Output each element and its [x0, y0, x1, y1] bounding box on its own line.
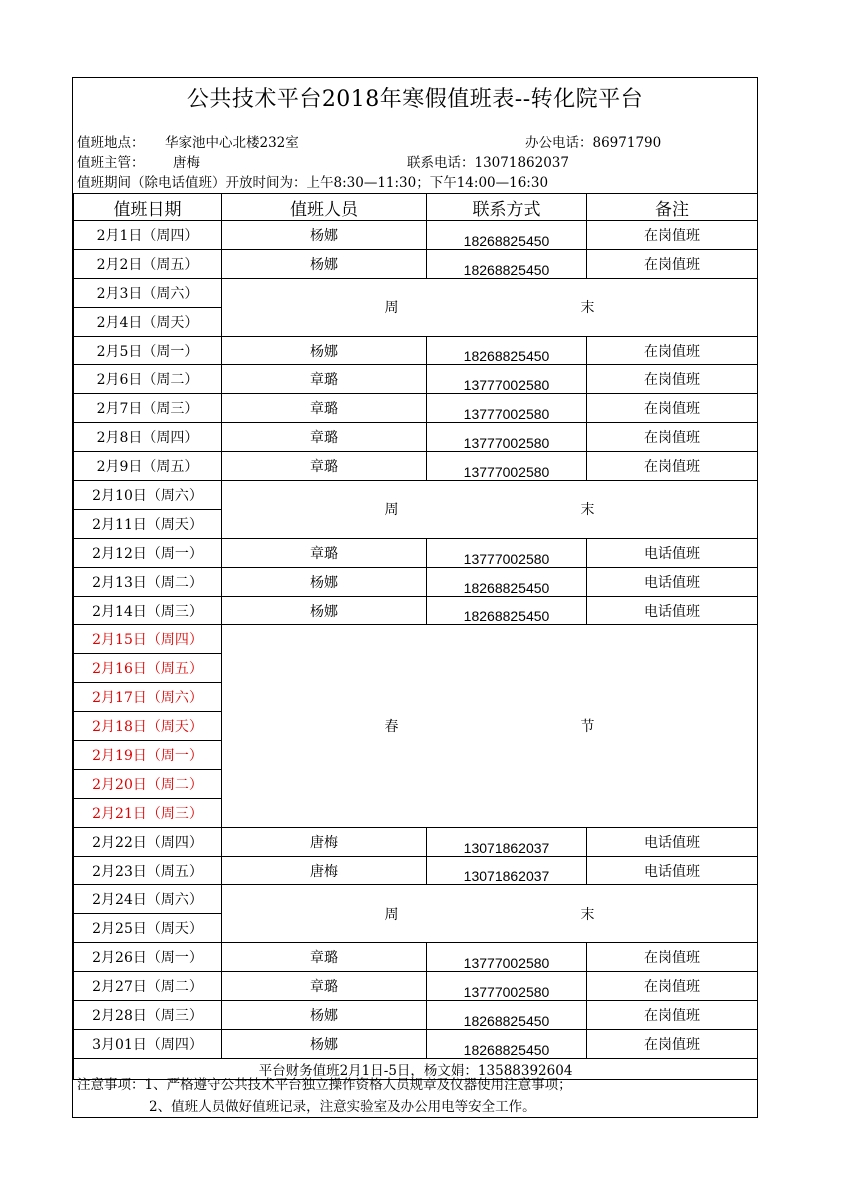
date-cell: 2月22日（周四） [74, 827, 222, 856]
date-cell: 2月3日（周六） [74, 278, 222, 307]
phone-cell: 18268825450 [427, 336, 587, 365]
holiday-date-cell: 2月15日（周四） [74, 625, 222, 654]
finance-note: 平台财务值班2月1日-5日，杨文娟：13588392604 [74, 1058, 758, 1079]
header-date: 值班日期 [74, 194, 222, 221]
date-cell: 3月01日（周四） [74, 1029, 222, 1058]
person-cell: 唐梅 [222, 856, 427, 885]
spring-char-1: 春 [384, 719, 399, 736]
table-row [74, 827, 758, 856]
phone-cell: 13777002580 [427, 538, 587, 567]
weekend-merged-cell [222, 481, 758, 539]
table-row [74, 567, 758, 596]
notes-line-2: 2、值班人员做好值班记录，注意实验室及办公用电等安全工作。 [149, 1099, 536, 1115]
location-label: 值班地点： [77, 135, 145, 151]
phone-cell: 18268825450 [427, 1001, 587, 1030]
date-cell: 2月10日（周六） [74, 481, 222, 510]
person-cell: 章璐 [222, 972, 427, 1001]
person-cell: 章璐 [222, 365, 427, 394]
location-value: 华家池中心北楼232室 [165, 135, 299, 151]
phone-cell: 13777002580 [427, 365, 587, 394]
table-row [74, 885, 758, 914]
date-cell: 2月8日（周四） [74, 423, 222, 452]
person-cell: 杨娜 [222, 221, 427, 250]
note-cell: 在岗值班 [587, 972, 758, 1001]
holiday-date-cell: 2月18日（周天） [74, 712, 222, 741]
table-row [74, 221, 758, 250]
table-row [74, 278, 758, 307]
phone-cell: 18268825450 [427, 596, 587, 625]
schedule-table [73, 193, 758, 1080]
table-row [74, 336, 758, 365]
table-row [74, 481, 758, 510]
date-cell: 2月5日（周一） [74, 336, 222, 365]
phone-cell: 13777002580 [427, 943, 587, 972]
note-cell: 在岗值班 [587, 249, 758, 278]
person-cell: 章璐 [222, 452, 427, 481]
phone-cell: 13071862037 [427, 827, 587, 856]
weekend-char-2: 末 [580, 906, 595, 923]
person-cell: 唐梅 [222, 827, 427, 856]
date-cell: 2月25日（周天） [74, 914, 222, 943]
weekend-char-1: 周 [384, 906, 399, 923]
date-cell: 2月12日（周一） [74, 538, 222, 567]
table-row [74, 625, 758, 654]
holiday-date-cell: 2月19日（周一） [74, 741, 222, 770]
holiday-date-cell: 2月21日（周三） [74, 798, 222, 827]
table-row [74, 1029, 758, 1058]
date-cell: 2月7日（周三） [74, 394, 222, 423]
weekend-char-2: 末 [580, 502, 595, 519]
note-cell: 在岗值班 [587, 452, 758, 481]
header-contact: 联系方式 [427, 194, 587, 221]
date-cell: 2月6日（周二） [74, 365, 222, 394]
person-cell: 章璐 [222, 538, 427, 567]
phone-cell: 18268825450 [427, 221, 587, 250]
note-cell: 在岗值班 [587, 221, 758, 250]
contact-phone: 联系电话：13071862037 [407, 155, 569, 171]
spring-char-2: 节 [580, 719, 595, 736]
phone-cell: 13777002580 [427, 972, 587, 1001]
weekend-char-1: 周 [384, 502, 399, 519]
note-cell: 电话值班 [587, 538, 758, 567]
date-cell: 2月28日（周三） [74, 1001, 222, 1030]
table-row [74, 1001, 758, 1030]
date-cell: 2月11日（周天） [74, 509, 222, 538]
table-row [74, 943, 758, 972]
supervisor-value: 唐梅 [173, 155, 200, 171]
date-cell: 2月23日（周五） [74, 856, 222, 885]
weekend-merged-cell [222, 885, 758, 943]
note-cell: 电话值班 [587, 827, 758, 856]
phone-cell: 13777002580 [427, 394, 587, 423]
duty-period: 值班期间（除电话值班）开放时间为：上午8:30—11:30；下午14:00—16:30 [77, 175, 549, 191]
holiday-date-cell: 2月17日（周六） [74, 683, 222, 712]
office-phone: 办公电话：86971790 [525, 135, 662, 151]
table-row [74, 249, 758, 278]
table-row [74, 596, 758, 625]
table-row [74, 423, 758, 452]
person-cell: 杨娜 [222, 1029, 427, 1058]
holiday-date-cell: 2月20日（周二） [74, 769, 222, 798]
weekend-char-1: 周 [384, 300, 399, 317]
note-cell: 电话值班 [587, 596, 758, 625]
note-cell: 在岗值班 [587, 943, 758, 972]
note-cell: 在岗值班 [587, 1029, 758, 1058]
note-cell: 在岗值班 [587, 394, 758, 423]
date-cell: 2月1日（周四） [74, 221, 222, 250]
date-cell: 2月9日（周五） [74, 452, 222, 481]
phone-cell: 13777002580 [427, 452, 587, 481]
table-row [74, 538, 758, 567]
table-row [74, 856, 758, 885]
weekend-char-2: 末 [580, 300, 595, 317]
person-cell: 杨娜 [222, 567, 427, 596]
note-cell: 在岗值班 [587, 423, 758, 452]
supervisor-label: 值班主管： [77, 155, 145, 171]
note-cell: 在岗值班 [587, 365, 758, 394]
spring-festival-merged-cell [222, 625, 758, 827]
weekend-merged-cell [222, 278, 758, 336]
person-cell: 杨娜 [222, 249, 427, 278]
date-cell: 2月4日（周天） [74, 307, 222, 336]
date-cell: 2月27日（周二） [74, 972, 222, 1001]
note-cell: 电话值班 [587, 856, 758, 885]
table-row [74, 394, 758, 423]
holiday-date-cell: 2月16日（周五） [74, 654, 222, 683]
table-row [74, 972, 758, 1001]
date-cell: 2月13日（周二） [74, 567, 222, 596]
table-row [74, 452, 758, 481]
person-cell: 章璐 [222, 943, 427, 972]
table-header-row [74, 194, 758, 221]
table-row [74, 365, 758, 394]
phone-cell: 13071862037 [427, 856, 587, 885]
phone-cell: 18268825450 [427, 567, 587, 596]
person-cell: 杨娜 [222, 336, 427, 365]
note-cell: 在岗值班 [587, 1001, 758, 1030]
person-cell: 章璐 [222, 394, 427, 423]
note-cell: 在岗值班 [587, 336, 758, 365]
phone-cell: 13777002580 [427, 423, 587, 452]
duty-schedule-sheet [72, 77, 758, 1118]
phone-cell: 18268825450 [427, 1029, 587, 1058]
date-cell: 2月24日（周六） [74, 885, 222, 914]
date-cell: 2月14日（周三） [74, 596, 222, 625]
date-cell: 2月2日（周五） [74, 249, 222, 278]
notes-line-1: 注意事项：1、严格遵守公共技术平台独立操作资格人员规章及仪器使用注意事项； [77, 1077, 572, 1093]
page-title: 公共技术平台2018年寒假值班表--转化院平台 [186, 87, 644, 112]
person-cell: 杨娜 [222, 596, 427, 625]
header-note: 备注 [587, 194, 758, 221]
person-cell: 杨娜 [222, 1001, 427, 1030]
phone-cell: 18268825450 [427, 249, 587, 278]
date-cell: 2月26日（周一） [74, 943, 222, 972]
note-cell: 电话值班 [587, 567, 758, 596]
header-person: 值班人员 [222, 194, 427, 221]
person-cell: 章璐 [222, 423, 427, 452]
